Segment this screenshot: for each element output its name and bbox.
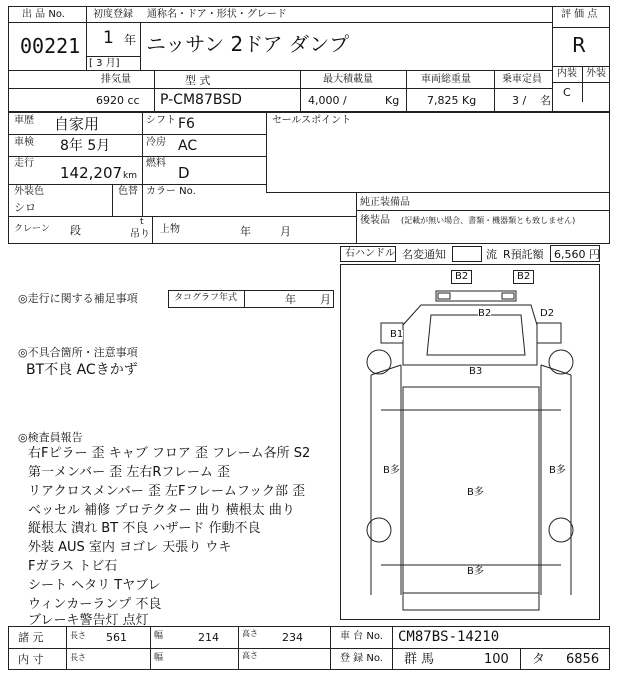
divider: [86, 56, 140, 57]
dims-label: 諸 元: [18, 631, 44, 644]
divider: [582, 66, 583, 102]
divider: [494, 70, 495, 112]
width-label: 幅: [154, 631, 164, 641]
history-value: 自家用: [54, 115, 100, 133]
name-change-value: 流: [486, 248, 497, 261]
divider: [520, 648, 521, 670]
divider: [356, 210, 610, 211]
divider: [392, 626, 393, 670]
inspector-line: 外装 AUS 室内 ヨゴレ 天張り ウキ: [28, 540, 232, 555]
width-value: 214: [198, 631, 219, 644]
rating-value: R: [572, 33, 586, 57]
model-value: P-CM87BSD: [160, 92, 242, 108]
divider: [66, 626, 67, 670]
divider: [406, 70, 407, 112]
length-value: 561: [106, 631, 127, 644]
gross-weight-value: 7,825 Kg: [427, 94, 477, 107]
divider: [154, 70, 155, 112]
damage-mark: B3: [469, 366, 483, 377]
divider: [150, 626, 151, 670]
reg-area: 群 馬: [404, 652, 435, 667]
length-label: 長さ: [70, 653, 86, 662]
interior-dims-label: 内 寸: [18, 653, 44, 666]
upper-month: 月: [280, 225, 291, 238]
damage-mark: B多: [467, 566, 484, 577]
upper-year: 年: [240, 225, 251, 238]
year-value: 1: [103, 28, 114, 48]
divider: [112, 184, 113, 216]
damage-mark: B多: [383, 465, 400, 476]
divider: [552, 6, 553, 112]
height-label: 高さ: [242, 629, 258, 638]
inspection-label: 車検: [14, 137, 34, 148]
ac-label: 冷房: [146, 137, 166, 148]
inspector-line: ウィンカーランプ 不良: [28, 597, 162, 612]
inspector-line: ベッセル 補修 プロテクター 曲り 横根太 曲り: [28, 503, 295, 518]
upper-label: 上物: [160, 224, 180, 235]
divider: [356, 192, 357, 244]
inspector-line: Fガラス トビ石: [28, 559, 118, 574]
damage-mark: B多: [467, 487, 484, 498]
month-value: [ 3 月]: [89, 58, 120, 69]
fuel-label: 燃料: [146, 158, 166, 169]
divider: [8, 70, 552, 71]
divider: [86, 6, 87, 70]
capacity-label: 乗車定員: [502, 74, 542, 85]
inspector-line: ブレーキ警告灯 点灯: [28, 613, 149, 628]
divider: [140, 22, 141, 70]
divider: [244, 290, 245, 308]
height-label: 高さ: [242, 651, 258, 660]
inspector-line: 縦根太 潰れ BT 不良 ハザード 作動不良: [28, 521, 261, 536]
divider: [142, 112, 143, 184]
height-value: 234: [282, 631, 303, 644]
tachograph-year: 年: [285, 293, 296, 306]
max-load-value: 4,000 /: [308, 94, 347, 107]
divider: [552, 27, 610, 28]
shift-label: シフト: [146, 115, 176, 126]
damage-mark: B1: [390, 329, 404, 340]
divider: [8, 216, 356, 217]
exterior-grade: C: [563, 86, 571, 99]
model-label: 型 式: [185, 74, 211, 87]
year-unit: 年: [124, 33, 137, 47]
genuine-equipment-label: 純正装備品: [360, 197, 410, 208]
inspector-line: シート ヘタリ Tヤブレ: [28, 578, 161, 593]
right-hand-label: 右ハンドル: [345, 248, 395, 259]
name-change-label: 名変通知: [402, 248, 446, 261]
ac-value: AC: [178, 138, 198, 154]
later-equipment-label: 後装品: [360, 215, 390, 226]
width-label: 幅: [154, 653, 164, 663]
divider: [8, 22, 552, 23]
interior-label: 内装: [557, 68, 577, 79]
car-name: ニッサン 2ドア ダンプ: [146, 32, 350, 56]
mileage-label: 走行: [14, 158, 34, 169]
color-value: シロ: [14, 201, 36, 214]
sales-point-label: セールスポイント: [272, 115, 352, 126]
divider: [238, 626, 239, 670]
lot-label: 出 品 No.: [22, 9, 65, 20]
damage-mark: B2: [478, 308, 492, 319]
divider: [8, 184, 266, 185]
divider: [552, 82, 610, 83]
crane-label: クレーン: [14, 224, 50, 234]
exterior-label: 外装: [586, 68, 606, 79]
name-label: 通称名・ドア・形状・グレード: [147, 9, 287, 20]
damage-mark: B2: [513, 270, 534, 284]
first-reg-label: 初度登録: [93, 9, 133, 20]
chassis-value: CM87BS-14210: [398, 629, 500, 645]
divider: [152, 216, 153, 244]
inspection-value: 8年 5月: [60, 138, 111, 154]
name-change-box: [452, 246, 482, 262]
registration-label: 登 録 No.: [340, 653, 383, 664]
divider: [300, 70, 301, 112]
divider: [330, 626, 331, 670]
divider: [266, 192, 610, 193]
damage-mark: D2: [540, 308, 555, 319]
divider: [8, 88, 552, 89]
capacity-value: 3 /: [512, 94, 527, 107]
reg-number: 6856: [566, 652, 600, 667]
inspector-line: リアクロスメンバー 歪 左Fフレームフック部 歪: [28, 484, 306, 499]
displacement-label: 排気量: [101, 74, 131, 85]
lot-number: 00221: [20, 34, 81, 58]
fuel-value: D: [178, 164, 190, 182]
tachograph-label: タコグラフ年式: [174, 293, 238, 303]
color-label: 外装色: [14, 186, 44, 197]
max-load-label: 最大積載量: [323, 74, 373, 85]
damage-mark: B多: [549, 465, 566, 476]
history-label: 車歴: [14, 115, 34, 126]
rating-label: 評 価 点: [561, 9, 598, 20]
length-label: 長さ: [70, 631, 86, 640]
crane-lift: 吊り: [130, 229, 150, 240]
gross-weight-label: 車両総重量: [421, 74, 471, 85]
chassis-label: 車 台 No.: [340, 631, 383, 642]
shift-value: F6: [178, 116, 195, 132]
recycle-label: R預託額: [503, 248, 544, 261]
divider: [266, 112, 267, 192]
color-no-label: カラー No.: [146, 186, 196, 197]
divider: [8, 134, 266, 135]
capacity-unit: 名: [540, 94, 551, 107]
defects-title: ◎不具合箇所・注意事項: [18, 346, 138, 359]
divider: [552, 66, 610, 67]
reg-class: 100: [484, 652, 509, 667]
damage-mark: B2: [451, 270, 472, 284]
tachograph-month: 月: [320, 293, 331, 306]
divider: [142, 184, 143, 216]
color-change-label: 色替: [118, 186, 138, 197]
recycle-value: 6,560 円: [554, 248, 600, 261]
max-load-unit: Kg: [385, 94, 400, 107]
divider: [8, 156, 266, 157]
mileage-unit: km: [123, 171, 137, 181]
reg-kana: タ: [532, 652, 546, 667]
defects-text: BT不良 ACきかず: [26, 362, 138, 378]
driving-title: ◎走行に関する補足事項: [18, 292, 138, 305]
crane-ton: t: [140, 217, 144, 227]
inspector-title: ◎検査員報告: [18, 431, 83, 444]
crane-stage: 段: [70, 224, 81, 237]
later-equipment-note: (記載が無い場合、書類・機器類とも致しません): [401, 216, 576, 225]
displacement-value: 6920 cc: [96, 94, 140, 107]
inspector-line: 右Fピラー 歪 キャブ フロア 歪 フレーム各所 S2: [28, 446, 311, 461]
inspector-line: 第一メンバー 歪 左右Rフレーム 歪: [28, 465, 230, 480]
mileage-value: 142,207: [60, 164, 123, 182]
